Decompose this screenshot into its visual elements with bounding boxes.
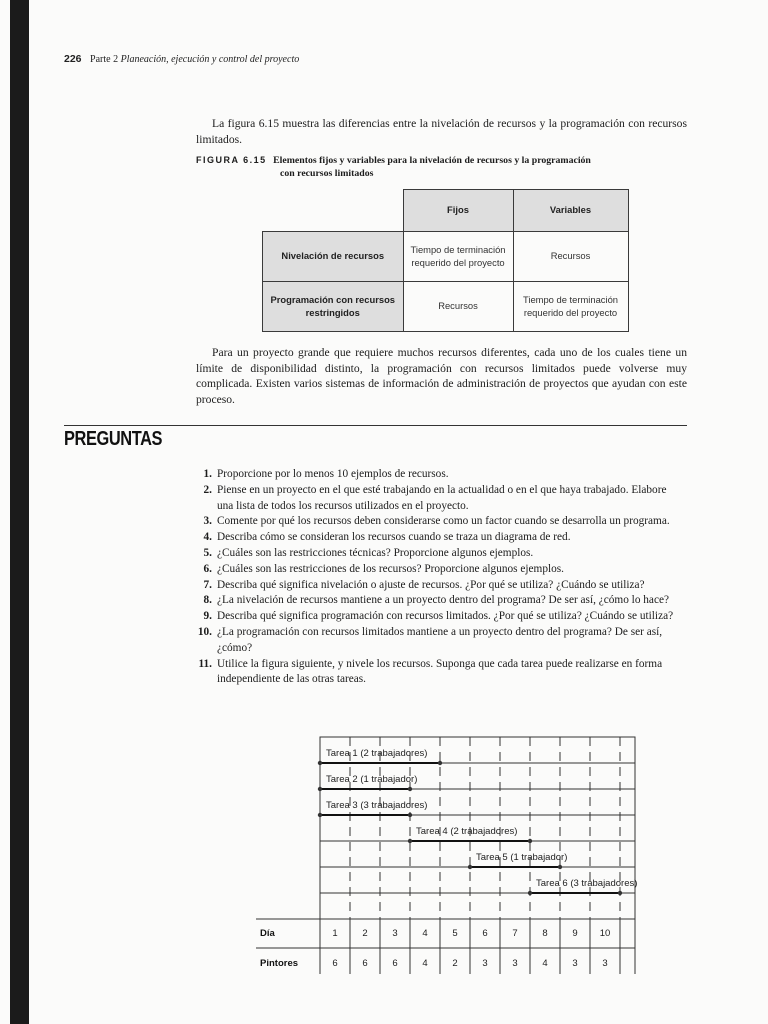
task-end-marker bbox=[408, 813, 412, 817]
question-text: ¿Cuáles son las restricciones de los recursos? Proporcione algunos ejemplos. bbox=[217, 562, 564, 575]
question-text: Proporcione por lo menos 10 ejemplos de recursos. bbox=[217, 468, 449, 480]
question-text: Comente por qué los recursos deben considerarse como un factor cuando se desarrolla un programa. bbox=[217, 515, 670, 528]
cell-leveling-variable: Recursos bbox=[513, 232, 628, 282]
painters-cell: 2 bbox=[452, 958, 458, 969]
task-start-marker bbox=[408, 839, 412, 843]
task-end-marker bbox=[408, 787, 412, 791]
day-cell: 5 bbox=[452, 928, 458, 939]
question-number: 6. bbox=[203, 562, 212, 575]
question-item bbox=[196, 657, 676, 689]
question-item bbox=[196, 578, 676, 594]
painters-cell: 4 bbox=[422, 958, 428, 969]
task-label: Tarea 6 (3 trabajadores) bbox=[536, 878, 638, 889]
task-label: Tarea 4 (2 trabajadores) bbox=[416, 826, 518, 837]
question-item bbox=[196, 483, 676, 515]
question-item bbox=[196, 562, 676, 578]
figure-6-15-table bbox=[262, 189, 629, 332]
painters-cell: 3 bbox=[572, 958, 578, 969]
day-cell: 4 bbox=[422, 928, 428, 939]
question-text: Utilice la figura siguiente, y nivele los recursos. Suponga que cada tarea puede realizarse en forma independiente de las otras tareas. bbox=[217, 657, 663, 686]
painters-cell: 4 bbox=[542, 958, 548, 969]
question-text: Describa qué significa programación con recursos limitados. ¿Por qué se utiliza? ¿Cuándo se utiliza? bbox=[217, 610, 674, 623]
questions-list bbox=[196, 467, 676, 688]
task-end-marker bbox=[618, 891, 622, 895]
cell-constrained-variable: Tiempo de terminación requerido del proyecto bbox=[513, 282, 628, 332]
question-item bbox=[196, 467, 676, 483]
running-header bbox=[64, 53, 299, 65]
figure-title-line2: con recursos limitados bbox=[280, 168, 374, 179]
figure-title-line1: Elementos fijos y variables para la nivelación de recursos y la programación bbox=[273, 155, 591, 166]
painters-cell: 6 bbox=[392, 958, 398, 969]
gantt-chart bbox=[256, 734, 638, 979]
table-row bbox=[263, 282, 629, 332]
day-cell: 10 bbox=[599, 928, 611, 939]
page-spine bbox=[10, 0, 29, 1024]
part-title: Planeación, ejecución y control del proyecto bbox=[120, 54, 300, 65]
task-end-marker bbox=[528, 839, 532, 843]
task-start-marker bbox=[318, 787, 322, 791]
painters-cell: 3 bbox=[602, 958, 608, 969]
question-item bbox=[196, 625, 676, 657]
section-title: PREGUNTAS bbox=[64, 428, 163, 450]
day-cell: 2 bbox=[362, 928, 368, 939]
question-text: ¿La nivelación de recursos mantiene a un proyecto dentro del programa? De ser así, ¿cómo lo hace? bbox=[217, 594, 669, 607]
question-text: ¿La programación con recursos limitados mantiene a un proyecto dentro del programa? De ser así, ¿cómo? bbox=[217, 625, 663, 654]
question-number: 5. bbox=[203, 546, 212, 559]
task-end-marker bbox=[438, 761, 442, 765]
question-text: Describa qué significa nivelación o ajuste de recursos. ¿Por qué se utiliza? ¿Cuándo se utiliza? bbox=[217, 578, 645, 591]
question-item bbox=[196, 514, 676, 530]
task-label: Tarea 3 (3 trabajadores) bbox=[326, 800, 428, 811]
question-number: 3. bbox=[203, 515, 212, 528]
question-item bbox=[196, 609, 676, 625]
question-text: ¿Cuáles son las restricciones técnicas? Proporcione algunos ejemplos. bbox=[217, 546, 534, 559]
question-number: 7. bbox=[203, 578, 212, 591]
question-text: Piense en un proyecto en el que esté trabajando en la actualidad o en el que haya trabajado. Elabore una lista de todos los recursos utilizados en el proyecto. bbox=[217, 483, 667, 512]
page-number: 226 bbox=[64, 53, 82, 65]
task-start-marker bbox=[318, 813, 322, 817]
cell-leveling-fixed: Tiempo de terminación requerido del proyecto bbox=[403, 232, 513, 282]
question-number: 4. bbox=[203, 531, 212, 544]
row-label-constrained: Programación con recursos restringidos bbox=[263, 282, 404, 332]
question-number: 10. bbox=[197, 625, 212, 638]
section-rule bbox=[64, 425, 687, 426]
question-item bbox=[196, 593, 676, 609]
painters-cell: 6 bbox=[362, 958, 368, 969]
question-number: 8. bbox=[203, 594, 212, 607]
header-variable: Variables bbox=[513, 190, 628, 232]
day-cell: 7 bbox=[512, 928, 518, 939]
question-number: 2. bbox=[203, 483, 212, 496]
table-corner bbox=[263, 190, 404, 232]
painters-cell: 6 bbox=[332, 958, 338, 969]
closing-paragraph: Para un proyecto grande que requiere muchos recursos diferentes, cada uno de los cuales tiene un límite de disponibilidad distinto, la programación con recursos limitados puede volverse muy complicada. Existen varios sistemas de información de administración de proyectos que ayudan con este proceso. bbox=[196, 346, 687, 406]
figure-label: FIGURA 6.15 bbox=[196, 155, 267, 165]
task-start-marker bbox=[318, 761, 322, 765]
painters-cell: 3 bbox=[482, 958, 488, 969]
question-number: 9. bbox=[203, 610, 212, 623]
question-number: 1. bbox=[203, 468, 212, 480]
task-label: Tarea 2 (1 trabajador) bbox=[326, 774, 418, 785]
day-cell: 6 bbox=[482, 928, 488, 939]
question-item bbox=[196, 530, 676, 546]
part-label: Parte 2 bbox=[90, 54, 119, 65]
task-end-marker bbox=[558, 865, 562, 869]
figure-caption bbox=[196, 154, 636, 180]
task-start-marker bbox=[468, 865, 472, 869]
task-start-marker bbox=[528, 891, 532, 895]
cell-constrained-fixed: Recursos bbox=[403, 282, 513, 332]
gantt-svg bbox=[256, 734, 638, 974]
day-row-label: Día bbox=[260, 928, 275, 939]
day-cell: 1 bbox=[332, 928, 338, 939]
question-text: Describa cómo se consideran los recursos cuando se traza un diagrama de red. bbox=[217, 531, 571, 544]
day-cell: 3 bbox=[392, 928, 398, 939]
intro-paragraph: La figura 6.15 muestra las diferencias entre la nivelación de recursos y la programación con recursos limitados. bbox=[196, 117, 687, 146]
task-label: Tarea 5 (1 trabajador) bbox=[476, 852, 568, 863]
header-fixed: Fijos bbox=[403, 190, 513, 232]
painters-cell: 3 bbox=[512, 958, 518, 969]
painters-row-label: Pintores bbox=[260, 958, 299, 969]
row-label-leveling: Nivelación de recursos bbox=[263, 232, 404, 282]
table-row bbox=[263, 232, 629, 282]
task-label: Tarea 1 (2 trabajadores) bbox=[326, 748, 428, 759]
question-number: 11. bbox=[198, 657, 212, 670]
day-cell: 9 bbox=[572, 928, 578, 939]
question-item bbox=[196, 546, 676, 562]
table-header-row bbox=[263, 190, 629, 232]
day-cell: 8 bbox=[542, 928, 548, 939]
